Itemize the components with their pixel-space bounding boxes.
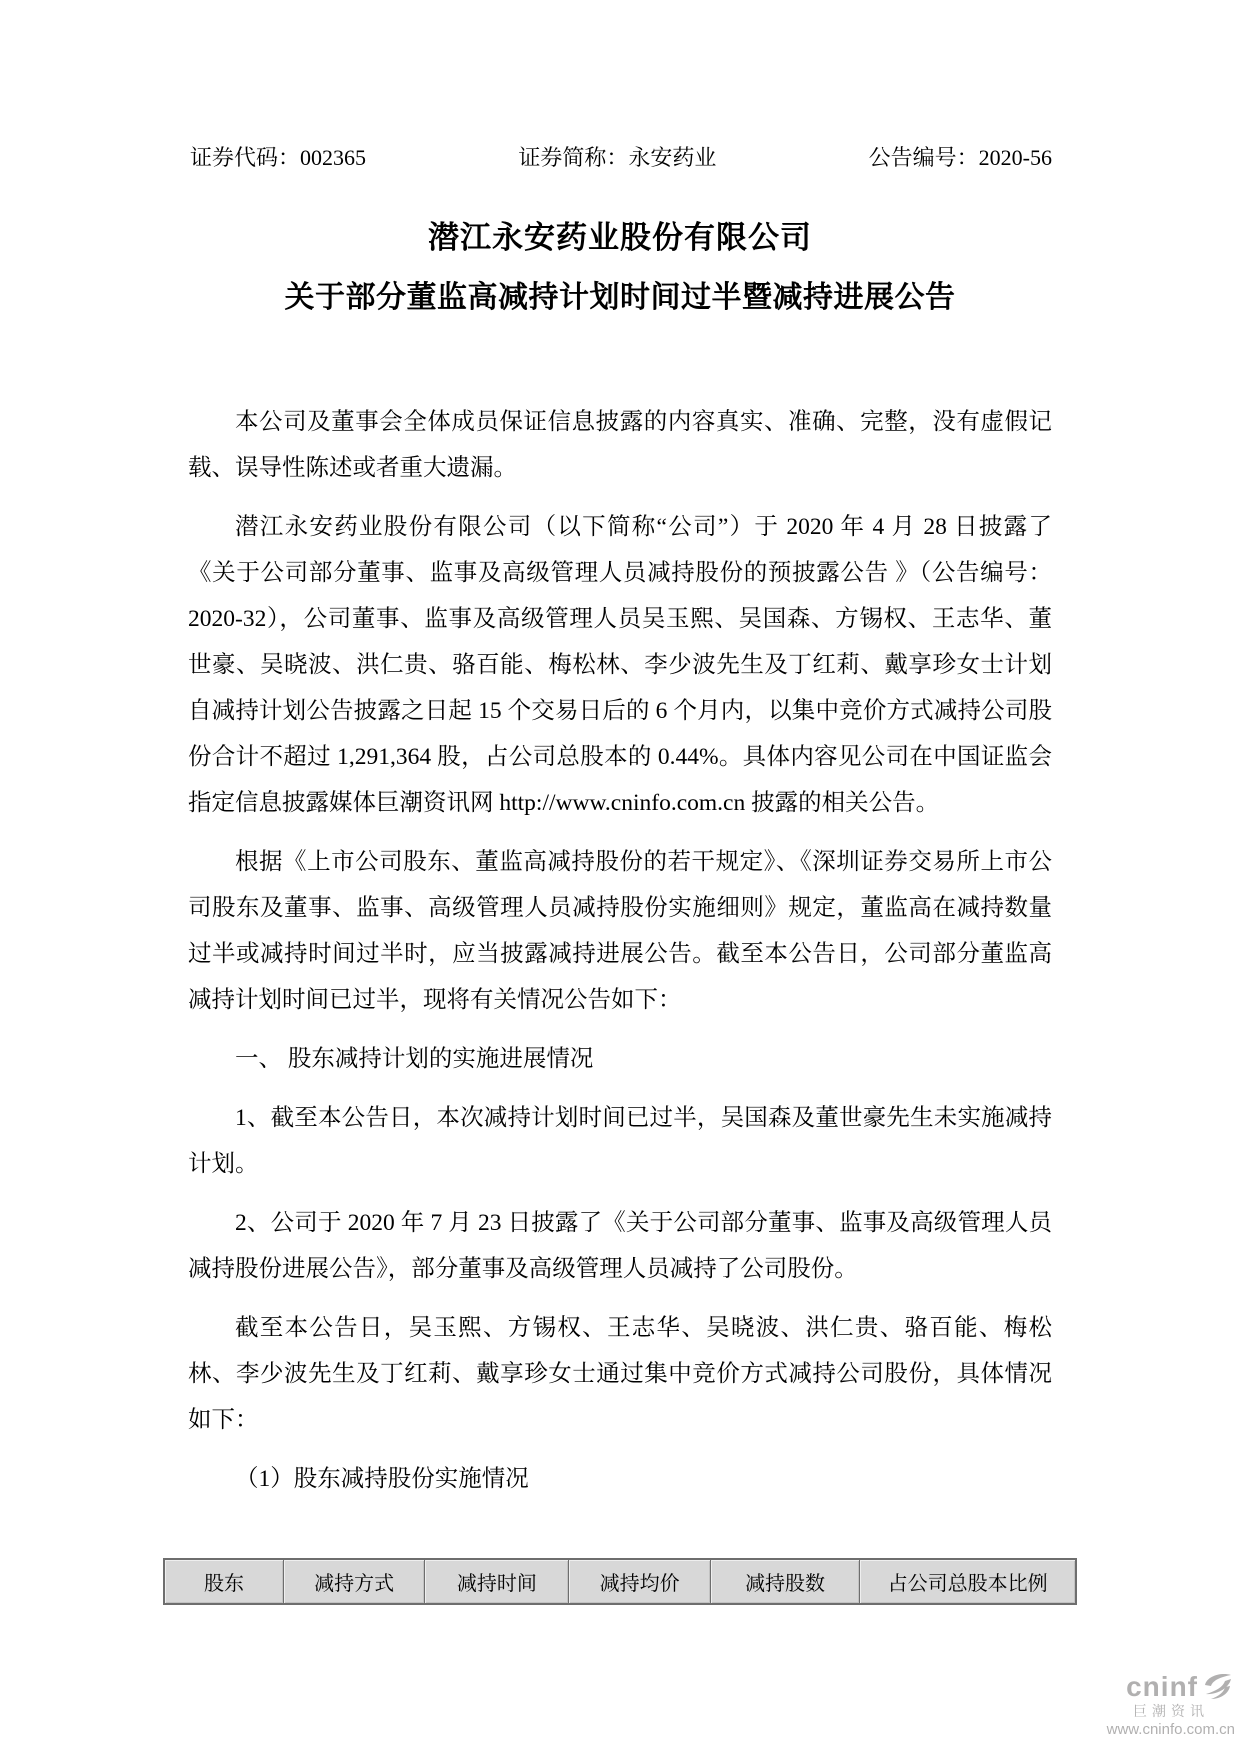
- paragraph-disclaimer: 本公司及董事会全体成员保证信息披露的内容真实、准确、完整，没有虚假记载、误导性陈述或者重大遗漏。: [188, 409, 1052, 481]
- paragraph-regulations: 根据《上市公司股东、董监高减持股份的若干规定》、《深圳证券交易所上市公司股东及董事、监事、高级管理人员减持股份实施细则》规定，董监高在减持数量过半或减持时间过半时，应当披露减持进展公告。截至本公告日，公司部分董监高减持计划时间已过半，现将有关情况公告如下：: [188, 849, 1052, 1013]
- cninfo-url: www.cninfo.com.cn: [1106, 1720, 1235, 1738]
- document-header: [190, 141, 1052, 172]
- col-average-price: 减持均价: [569, 1559, 710, 1604]
- cninfo-logo-text: cninf: [1126, 1670, 1198, 1702]
- section-heading-progress: 一、 股东减持计划的实施进展情况: [235, 1046, 594, 1072]
- cninfo-watermark: [1107, 1671, 1235, 1738]
- col-reduction-time: 减持时间: [425, 1559, 569, 1604]
- table-header-row: [164, 1559, 1076, 1604]
- securities-abbr: 证券简称：永安药业: [518, 145, 717, 170]
- subsection-heading-implementation: （1）股东减持股份实施情况: [235, 1466, 529, 1492]
- securities-code: 证券代码：002365: [190, 145, 367, 170]
- paragraph-item-1: 1、截至本公告日，本次减持计划时间已过半，吴国森及董世豪先生未实施减持计划。: [188, 1105, 1052, 1177]
- paragraph-reduction-summary: 截至本公告日，吴玉熙、方锡权、王志华、吴晓波、洪仁贵、骆百能、梅松林、李少波先生及丁红莉、戴享珍女士通过集中竞价方式减持公司股份，具体情况如下：: [188, 1315, 1052, 1433]
- cninfo-brand: 巨潮资讯: [1133, 1703, 1209, 1720]
- announcement-number: 公告编号：2020-56: [868, 145, 1052, 170]
- col-shares-reduced: 减持股数: [710, 1559, 860, 1604]
- cninfo-swirl-icon: [1201, 1671, 1235, 1703]
- reduction-table: [163, 1558, 1077, 1605]
- document-body: [188, 399, 1052, 1502]
- paragraph-plan-disclosure: 潜江永安药业股份有限公司（以下简称“公司”）于 2020 年 4 月 28 日披露了《关于公司部分董事、监事及高级管理人员减持股份的预披露公告 》（公告编号：2020-32），公司董事、监事及高级管理人员吴玉熙、吴国森、方锡权、王志华、董世豪、吴晓波、洪仁贵、骆百能、梅松林、李少波先生及丁红莉、戴享珍女士计划自减持计划公告披露之日起 15 个交易日后的 6 个月内，以集中竞价方式减持公司股份合计不超过 1,291,364 股，占公司总股本的 0.44%。具体内容见公司在中国证监会指定信息披露媒体巨潮资讯网 http://www.cninfo.com.cn 披露的相关公告。: [188, 514, 1052, 816]
- paragraph-item-2: 2、公司于 2020 年 7 月 23 日披露了《关于公司部分董事、监事及高级管理人员减持股份进展公告》，部分董事及高级管理人员减持了公司股份。: [188, 1210, 1052, 1282]
- col-reduction-method: 减持方式: [283, 1559, 424, 1604]
- col-percent-of-capital: 占公司总股本比例: [860, 1559, 1076, 1604]
- announcement-title: 关于部分董监高减持计划时间过半暨减持进展公告: [284, 281, 956, 314]
- cninfo-logo: [1107, 1671, 1235, 1703]
- col-shareholder: 股东: [164, 1559, 283, 1604]
- company-title: 潜江永安药业股份有限公司: [428, 220, 812, 255]
